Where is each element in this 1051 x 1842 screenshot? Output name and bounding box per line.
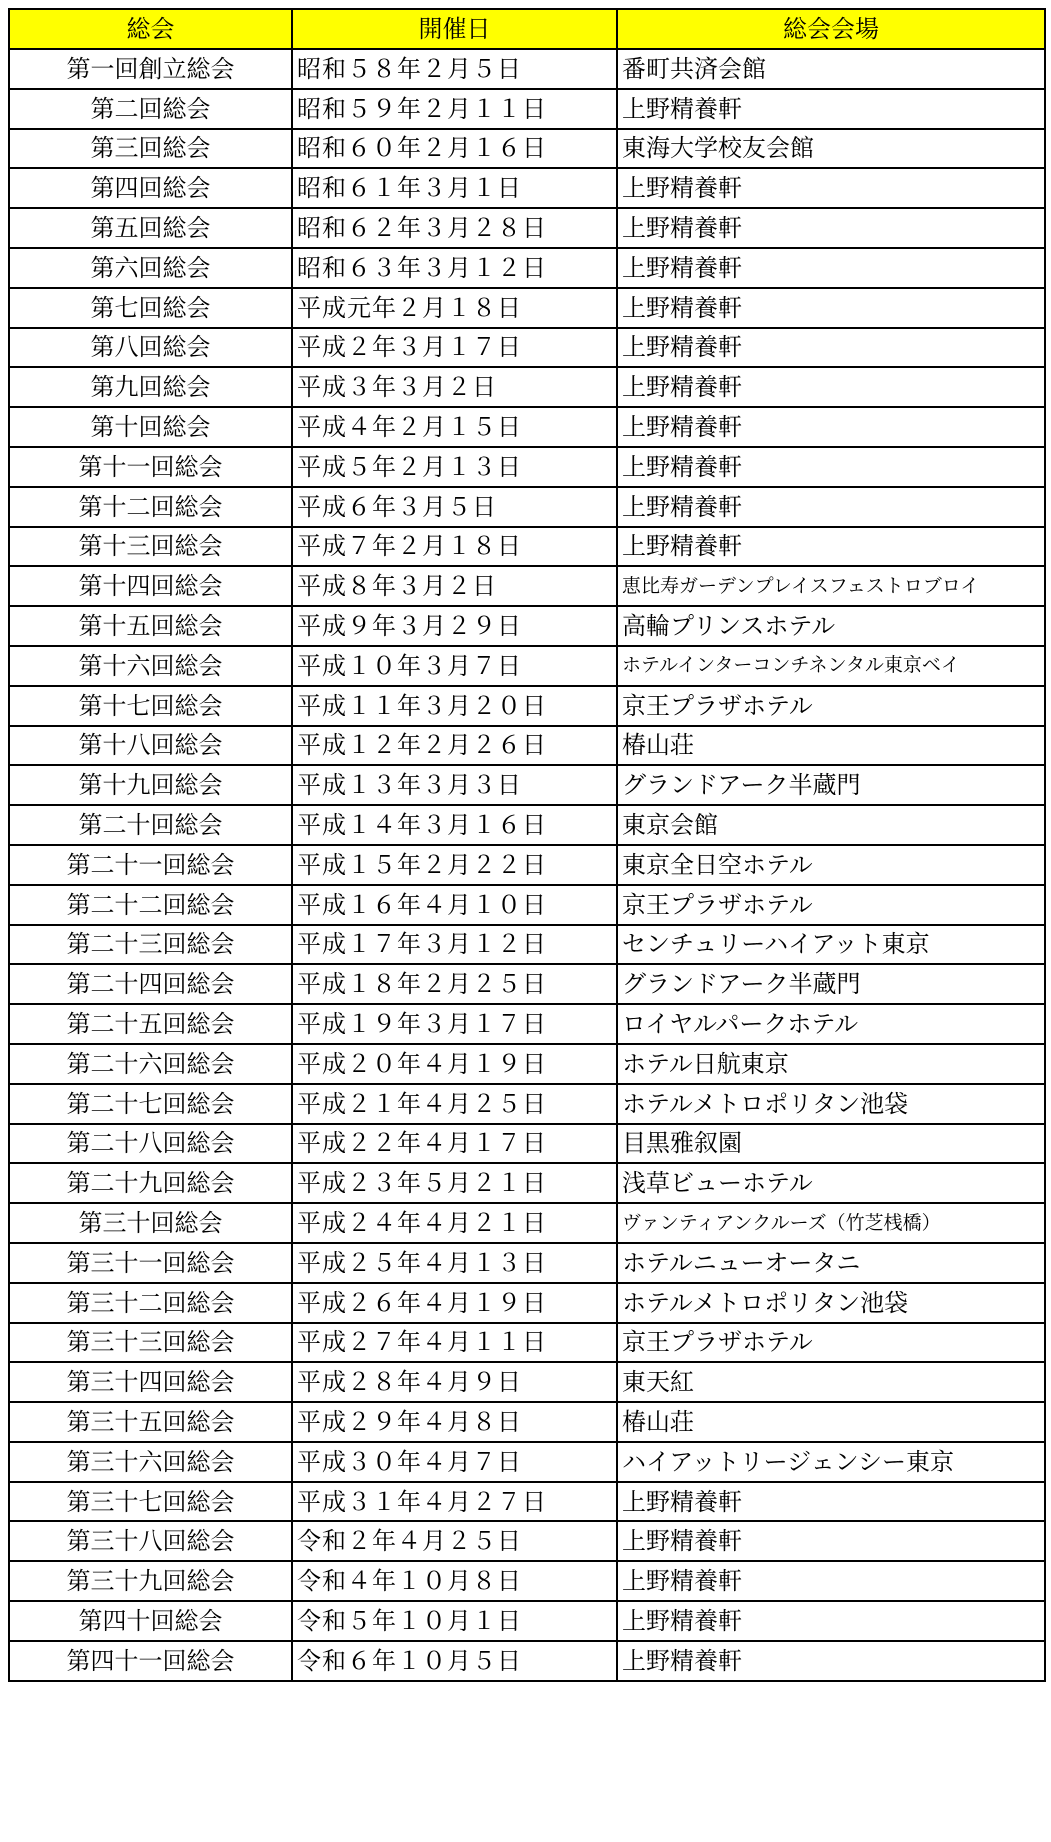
table-row xyxy=(9,646,1045,686)
venue-cell: 高輪プリンスホテル xyxy=(617,606,1045,646)
session-cell: 第二十七回総会 xyxy=(9,1084,292,1124)
session-cell: 第四回総会 xyxy=(9,168,292,208)
date-cell: 平成１１年３月２０日 xyxy=(292,686,617,726)
venue-cell: ホテルメトロポリタン池袋 xyxy=(617,1283,1045,1323)
table-row xyxy=(9,1641,1045,1681)
venue-cell: グランドアーク半蔵門 xyxy=(617,964,1045,1004)
date-cell: 平成１３年３月３日 xyxy=(292,765,617,805)
table-row xyxy=(9,885,1045,925)
venue-cell: ハイアットリージェンシー東京 xyxy=(617,1442,1045,1482)
table-row xyxy=(9,1243,1045,1283)
table-row xyxy=(9,208,1045,248)
venue-cell: ロイヤルパークホテル xyxy=(617,1004,1045,1044)
venue-cell: ホテルインターコンチネンタル東京ベイ xyxy=(617,646,1045,686)
table-row xyxy=(9,925,1045,965)
table-row xyxy=(9,1442,1045,1482)
session-cell: 第二回総会 xyxy=(9,89,292,129)
venue-cell: 上野精養軒 xyxy=(617,248,1045,288)
table-row xyxy=(9,964,1045,1004)
table-row xyxy=(9,1004,1045,1044)
table-row xyxy=(9,726,1045,766)
table-row xyxy=(9,1362,1045,1402)
session-cell: 第三十七回総会 xyxy=(9,1482,292,1522)
table-row xyxy=(9,288,1045,328)
session-cell: 第十四回総会 xyxy=(9,566,292,606)
session-cell: 第二十八回総会 xyxy=(9,1124,292,1164)
date-cell: 令和６年１０月５日 xyxy=(292,1641,617,1681)
venue-cell: 上野精養軒 xyxy=(617,1601,1045,1641)
session-cell: 第三十三回総会 xyxy=(9,1323,292,1363)
table-row xyxy=(9,606,1045,646)
venue-cell: 恵比寿ガーデンプレイスフェストロブロイ xyxy=(617,566,1045,606)
date-cell: 平成１０年３月７日 xyxy=(292,646,617,686)
session-cell: 第十五回総会 xyxy=(9,606,292,646)
table-row xyxy=(9,168,1045,208)
date-cell: 令和５年１０月１日 xyxy=(292,1601,617,1641)
date-cell: 平成１５年２月２２日 xyxy=(292,845,617,885)
venue-cell: ホテル日航東京 xyxy=(617,1044,1045,1084)
date-cell: 平成１８年２月２５日 xyxy=(292,964,617,1004)
venue-cell: 上野精養軒 xyxy=(617,328,1045,368)
session-cell: 第十回総会 xyxy=(9,407,292,447)
venue-cell: 上野精養軒 xyxy=(617,1641,1045,1681)
table-header xyxy=(9,9,1045,49)
table-row xyxy=(9,1084,1045,1124)
venue-cell: ホテルメトロポリタン池袋 xyxy=(617,1084,1045,1124)
date-cell: 昭和５８年２月５日 xyxy=(292,49,617,89)
table-row xyxy=(9,367,1045,407)
table-row xyxy=(9,566,1045,606)
date-cell: 平成１６年４月１０日 xyxy=(292,885,617,925)
session-cell: 第九回総会 xyxy=(9,367,292,407)
date-cell: 平成３０年４月７日 xyxy=(292,1442,617,1482)
table-row xyxy=(9,1601,1045,1641)
table-row xyxy=(9,248,1045,288)
session-cell: 第三十二回総会 xyxy=(9,1283,292,1323)
session-cell: 第三十八回総会 xyxy=(9,1521,292,1561)
session-cell: 第二十三回総会 xyxy=(9,925,292,965)
session-cell: 第十七回総会 xyxy=(9,686,292,726)
venue-cell: 上野精養軒 xyxy=(617,1482,1045,1522)
session-cell: 第四十一回総会 xyxy=(9,1641,292,1681)
venue-cell: 東海大学校友会館 xyxy=(617,129,1045,169)
date-cell: 昭和６２年３月２８日 xyxy=(292,208,617,248)
table-row xyxy=(9,686,1045,726)
date-cell: 平成６年３月５日 xyxy=(292,487,617,527)
date-cell: 平成２２年４月１７日 xyxy=(292,1124,617,1164)
date-cell: 昭和５９年２月１１日 xyxy=(292,89,617,129)
session-cell: 第二十一回総会 xyxy=(9,845,292,885)
date-cell: 平成２５年４月１３日 xyxy=(292,1243,617,1283)
venue-cell: 椿山荘 xyxy=(617,726,1045,766)
session-cell: 第十六回総会 xyxy=(9,646,292,686)
venue-cell: センチュリーハイアット東京 xyxy=(617,925,1045,965)
date-cell: 平成２８年４月９日 xyxy=(292,1362,617,1402)
session-cell: 第七回総会 xyxy=(9,288,292,328)
date-cell: 平成２３年５月２１日 xyxy=(292,1163,617,1203)
date-cell: 昭和６０年２月１６日 xyxy=(292,129,617,169)
table-row xyxy=(9,1521,1045,1561)
date-cell: 平成３１年４月２７日 xyxy=(292,1482,617,1522)
date-cell: 昭和６３年３月１２日 xyxy=(292,248,617,288)
venue-cell: 上野精養軒 xyxy=(617,1561,1045,1601)
date-cell: 平成３年３月２日 xyxy=(292,367,617,407)
table-row xyxy=(9,1323,1045,1363)
table-row xyxy=(9,1402,1045,1442)
session-cell: 第二十六回総会 xyxy=(9,1044,292,1084)
venue-cell: 上野精養軒 xyxy=(617,487,1045,527)
venue-cell: 上野精養軒 xyxy=(617,407,1045,447)
date-cell: 平成２７年４月１１日 xyxy=(292,1323,617,1363)
date-cell: 平成８年３月２日 xyxy=(292,566,617,606)
table-row xyxy=(9,447,1045,487)
venue-cell: 京王プラザホテル xyxy=(617,1323,1045,1363)
venue-cell: 東京全日空ホテル xyxy=(617,845,1045,885)
session-cell: 第十三回総会 xyxy=(9,527,292,567)
session-cell: 第十二回総会 xyxy=(9,487,292,527)
session-cell: 第十九回総会 xyxy=(9,765,292,805)
venue-cell: ヴァンティアンクルーズ（竹芝桟橋） xyxy=(617,1203,1045,1243)
venue-cell: 上野精養軒 xyxy=(617,208,1045,248)
table-row xyxy=(9,129,1045,169)
venue-cell: 京王プラザホテル xyxy=(617,686,1045,726)
session-cell: 第二十四回総会 xyxy=(9,964,292,1004)
venue-cell: 上野精養軒 xyxy=(617,527,1045,567)
session-cell: 第十一回総会 xyxy=(9,447,292,487)
table-row xyxy=(9,89,1045,129)
venue-cell: ホテルニューオータニ xyxy=(617,1243,1045,1283)
date-cell: 平成２０年４月１９日 xyxy=(292,1044,617,1084)
date-cell: 平成９年３月２９日 xyxy=(292,606,617,646)
table-row xyxy=(9,328,1045,368)
date-cell: 平成２年３月１７日 xyxy=(292,328,617,368)
venue-cell: 上野精養軒 xyxy=(617,89,1045,129)
session-cell: 第三回総会 xyxy=(9,129,292,169)
table-body xyxy=(9,49,1045,1681)
date-cell: 平成２９年４月８日 xyxy=(292,1402,617,1442)
venue-cell: 京王プラザホテル xyxy=(617,885,1045,925)
table-row xyxy=(9,1283,1045,1323)
venue-cell: 東京会館 xyxy=(617,805,1045,845)
date-cell: 平成２４年４月２１日 xyxy=(292,1203,617,1243)
session-cell: 第十八回総会 xyxy=(9,726,292,766)
venue-cell: 浅草ビューホテル xyxy=(617,1163,1045,1203)
date-cell: 平成２１年４月２５日 xyxy=(292,1084,617,1124)
session-cell: 第八回総会 xyxy=(9,328,292,368)
date-cell: 平成１２年２月２６日 xyxy=(292,726,617,766)
session-cell: 第五回総会 xyxy=(9,208,292,248)
table-row xyxy=(9,845,1045,885)
venue-cell: 番町共済会館 xyxy=(617,49,1045,89)
table-row xyxy=(9,1561,1045,1601)
session-cell: 第二十回総会 xyxy=(9,805,292,845)
date-cell: 平成４年２月１５日 xyxy=(292,407,617,447)
table-row xyxy=(9,487,1045,527)
venue-cell: 上野精養軒 xyxy=(617,168,1045,208)
session-cell: 第六回総会 xyxy=(9,248,292,288)
session-cell: 第三十六回総会 xyxy=(9,1442,292,1482)
table-row xyxy=(9,407,1045,447)
general-meeting-table xyxy=(8,8,1046,1682)
table-row xyxy=(9,805,1045,845)
date-cell: 平成７年２月１８日 xyxy=(292,527,617,567)
venue-cell: 椿山荘 xyxy=(617,1402,1045,1442)
date-cell: 平成１４年３月１６日 xyxy=(292,805,617,845)
table-row xyxy=(9,765,1045,805)
date-cell: 令和２年４月２５日 xyxy=(292,1521,617,1561)
venue-cell: 上野精養軒 xyxy=(617,367,1045,407)
date-cell: 平成１７年３月１２日 xyxy=(292,925,617,965)
session-cell: 第二十五回総会 xyxy=(9,1004,292,1044)
column-header-session: 総会 xyxy=(9,9,292,49)
column-header-venue: 総会会場 xyxy=(617,9,1045,49)
session-cell: 第二十二回総会 xyxy=(9,885,292,925)
venue-cell: 目黒雅叙園 xyxy=(617,1124,1045,1164)
session-cell: 第三十五回総会 xyxy=(9,1402,292,1442)
table-row xyxy=(9,1044,1045,1084)
date-cell: 令和４年１０月８日 xyxy=(292,1561,617,1601)
session-cell: 第二十九回総会 xyxy=(9,1163,292,1203)
date-cell: 昭和６１年３月１日 xyxy=(292,168,617,208)
session-cell: 第三十九回総会 xyxy=(9,1561,292,1601)
table-row xyxy=(9,1203,1045,1243)
date-cell: 平成２６年４月１９日 xyxy=(292,1283,617,1323)
venue-cell: 上野精養軒 xyxy=(617,447,1045,487)
venue-cell: 上野精養軒 xyxy=(617,288,1045,328)
date-cell: 平成１９年３月１７日 xyxy=(292,1004,617,1044)
table-row xyxy=(9,1163,1045,1203)
session-cell: 第三十一回総会 xyxy=(9,1243,292,1283)
venue-cell: グランドアーク半蔵門 xyxy=(617,765,1045,805)
session-cell: 第四十回総会 xyxy=(9,1601,292,1641)
header-row xyxy=(9,9,1045,49)
date-cell: 平成５年２月１３日 xyxy=(292,447,617,487)
session-cell: 第三十四回総会 xyxy=(9,1362,292,1402)
column-header-date: 開催日 xyxy=(292,9,617,49)
session-cell: 第三十回総会 xyxy=(9,1203,292,1243)
table-row xyxy=(9,1124,1045,1164)
date-cell: 平成元年２月１８日 xyxy=(292,288,617,328)
table-row xyxy=(9,527,1045,567)
session-cell: 第一回創立総会 xyxy=(9,49,292,89)
table-row xyxy=(9,49,1045,89)
venue-cell: 上野精養軒 xyxy=(617,1521,1045,1561)
venue-cell: 東天紅 xyxy=(617,1362,1045,1402)
table-row xyxy=(9,1482,1045,1522)
